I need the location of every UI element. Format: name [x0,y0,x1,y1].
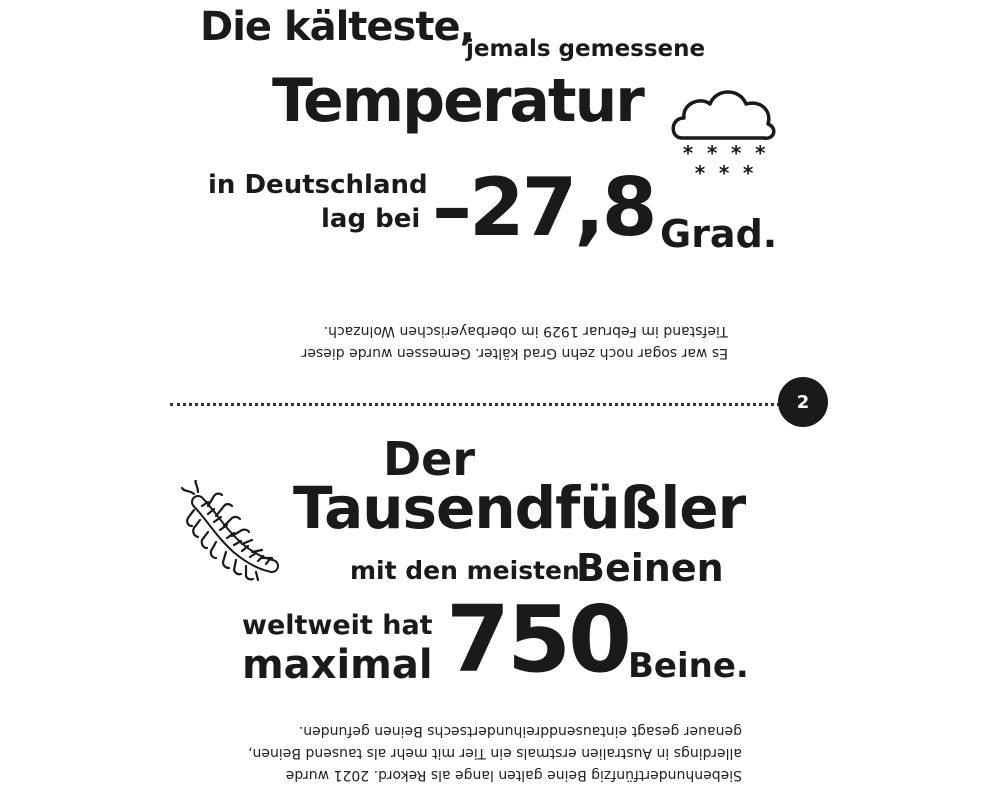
fact1-line3: in Deutschland [208,170,428,200]
fact2-line4: weltweit hat [242,610,433,641]
fact2-footnote-line1: Siebenhundertfünfzig Beine galten lange als Rekord. 2021 wurde [285,767,742,783]
fact1-unit: Grad. [660,212,778,256]
snow-cloud-icon [668,80,780,188]
fact2-headline: Tausendfüßler [293,474,746,542]
fact2-line1: Der [383,432,476,486]
number-badge: 2 [778,377,828,427]
fact1-line4: lag bei [321,204,421,234]
fact1-line1-small: jemals gemessene [466,36,706,62]
svg-text:* * * *: * * * * [682,141,767,165]
dotted-divider [170,403,780,406]
fact2-value: 750 [446,586,630,693]
fact2-footnote-line2: allerdings in Australien erstmals ein Tier mit mehr als tausend Beinen, [248,745,742,761]
fact1-footnote-line2: Tiefstand im Februar 1929 im oberbayerischen Wolnzach. [323,323,728,339]
fact1-value: –27,8 [432,161,655,254]
svg-text:* * *: * * * [694,161,755,185]
fact2-footnote-line3: genauer gesagt eintausenddreihundertsechs Beinen gefunden. [298,723,742,739]
fact2-line5: maximal [242,642,433,688]
fact1-line1: Die kälteste, [200,4,474,50]
fact2-line3-big: Beinen [576,546,724,590]
fact1-headline: Temperatur [272,66,643,136]
millipede-icon [180,480,290,590]
fact2-line3-small: mit den meisten [350,556,580,585]
fact1-footnote [258,320,728,364]
fact1-footnote-line1: Es war sogar noch zehn Grad kälter. Gemessen wurde dieser [301,345,728,361]
fact2-footnote [222,720,742,786]
fact2-unit: Beine. [628,646,749,686]
